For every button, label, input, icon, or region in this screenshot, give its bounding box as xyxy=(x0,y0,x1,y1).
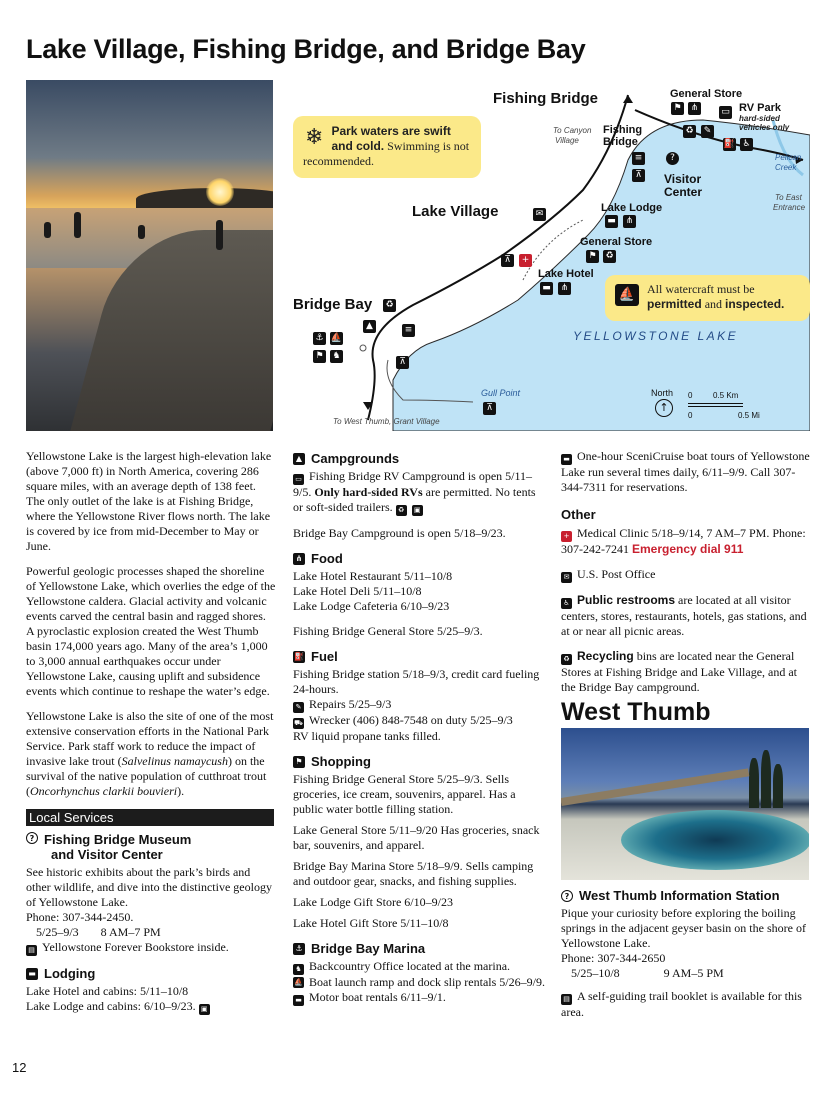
museum-hours: 5/25–9/3 8 AM–7 PM xyxy=(36,925,161,939)
food-heading: ⋔ Food xyxy=(293,551,546,566)
restroom-icon: ♿ xyxy=(740,138,753,151)
info-icon: ? xyxy=(26,832,38,844)
info-icon: ? xyxy=(561,890,573,902)
recycling-info: ♻ Recycling bins are located near the General Stores at Fishing Bridge and Lake Village, and at the Bridge Bay campground. xyxy=(561,649,798,694)
page-title: Lake Village, Fishing Bridge, and Bridge Bay xyxy=(26,34,586,64)
marina-heading: ⚓ Bridge Bay Marina xyxy=(293,941,546,956)
wt-info-heading: ? West Thumb Information Station xyxy=(561,888,811,903)
museum-bookstore: ▤ Yellowstone Forever Bookstore inside. xyxy=(26,940,276,956)
utensils-icon: ⋔ xyxy=(688,102,701,115)
marina-item: ▬ Motor boat rentals 6/11–9/1. xyxy=(293,990,546,1006)
medical-cross-icon: + xyxy=(561,531,572,542)
lodging-icon: ▬ xyxy=(605,215,618,228)
map-label-fishing-bridge: Fishing Bridge xyxy=(493,90,598,107)
picnic-icon: ⚑ xyxy=(671,102,684,115)
map-label-lake-village: Lake Village xyxy=(412,203,499,220)
picnic-table-icon: ⊼ xyxy=(632,169,645,182)
tow-truck-icon: ⛟ xyxy=(294,719,303,727)
local-services-heading: Local Services xyxy=(26,809,274,826)
food-item: Lake Lodge Cafeteria 6/10–9/23 xyxy=(293,599,450,613)
boat-icon: ▬ xyxy=(561,454,572,465)
tent-icon: ▲ xyxy=(363,320,376,333)
swim-warning-note: ❄ Park waters are swift and cold. Swimming is not recommended. xyxy=(293,116,481,178)
wt-hours: 5/25–10/8 9 AM–5 PM xyxy=(571,966,724,980)
map-label-rv-park: RV Park xyxy=(739,102,781,114)
map-label-bridge-bay: Bridge Bay xyxy=(293,296,373,313)
rv-icon: ▭ xyxy=(293,474,304,485)
lodging-icon: ▬ xyxy=(540,282,553,295)
map-label-gull-point: Gull Point xyxy=(481,388,521,398)
trail-booklet-icon: ▤ xyxy=(561,994,572,1005)
recycle-icon: ♻ xyxy=(683,125,696,138)
post-office: ✉ U.S. Post Office xyxy=(561,567,811,583)
motor-boat-icon: ▬ xyxy=(293,995,304,1006)
picnic-table-icon: ⊼ xyxy=(483,402,496,415)
conservation-paragraph: Yellowstone Lake is also the site of one of the most extensive conservation efforts in the National Park Service. Park staff work to reduce the impact of invasive lake trout (Salvelinus namaycush) on the survival of the native population of cutthroat trout (Oncorhynchus clarkii bouvieri). xyxy=(26,709,274,798)
shopping-heading: ⚑ Shopping xyxy=(293,754,546,769)
fuel-propane: RV liquid propane tanks filled. xyxy=(293,729,441,743)
shop-item: Lake Hotel Gift Store 5/11–10/8 xyxy=(293,916,449,930)
lodging-item: Lake Lodge and cabins: 6/10–9/23. ▣ xyxy=(26,999,276,1015)
marina-item: ⛵ Boat launch ramp and dock slip rentals 5/26–9/9. xyxy=(294,975,545,989)
picnic-icon: ⚑ xyxy=(313,350,326,363)
picnic-table-icon: ⊼ xyxy=(396,356,409,369)
column-2 xyxy=(293,449,546,1006)
amphitheater-icon: ≡ xyxy=(402,324,415,337)
west-thumb-heading: West Thumb xyxy=(561,698,711,726)
restrooms-info: ♿ Public restrooms are located at all visitor centers, stores, restaurants, hotels, gas stations, and at or near all picnic areas. xyxy=(561,593,807,638)
area-map: Fishing Bridge General Store ⚑ ⋔ RV Park hard-sided vehicles only ▭ ⛽ ♿ ♻ ✎ To Canyon Village Fishing Bridge Pelican Creek ≡ ⊼ ? Visitor Center To East Entrance Lake Village ✉ Lake Lodge ▬ ⋔ General Store ⚑ ♻ ⊼ + Lake Hotel ▬ ⋔ Bridge Bay ♻ ▲ ≡ ⚓ ⛵ ⚑ ♞ ⊼ YELLOWSTONE LAKE Gull Point ⊼ To West Thumb, Grant Village North ↑ 0 0.5 Km 0 0.5 Mi ❄ Park waters are swift and cold. Swimming is not recommended. ⛵ All watercraft must be permitted and inspected. xyxy=(283,80,810,431)
wt-booklet: ▤ A self-guiding trail booklet is available for this area. xyxy=(561,989,802,1019)
museum-heading: ? Fishing Bridge Museum and Visitor Center xyxy=(26,832,276,862)
scale-bar xyxy=(688,403,743,407)
boat-ramp-icon: ⛵ xyxy=(330,333,343,343)
fuel-wrecker: ⛟ Wrecker (406) 848-7548 on duty 5/25–9/3 xyxy=(294,713,513,727)
other-heading: Other xyxy=(561,507,596,522)
restroom-icon: ♿ xyxy=(561,598,572,609)
marina-item: ♞ Backcountry Office located at the marina. xyxy=(293,959,546,975)
fuel-repairs: ✎ Repairs 5/25–9/3 xyxy=(293,697,546,713)
envelope-icon: ✉ xyxy=(561,572,572,583)
recycle-icon: ♻ xyxy=(396,505,407,516)
shop-item: Lake Lodge Gift Store 6/10–9/23 xyxy=(293,895,453,909)
column-3 xyxy=(561,449,811,1020)
picnic-table-icon: ⊼ xyxy=(501,254,514,267)
shop-item: Lake General Store 5/11–9/20 Has groceries, snack bar, souvenirs, and apparel. xyxy=(293,823,540,852)
book-icon: ▤ xyxy=(26,945,37,956)
snowflake-icon: ❄ xyxy=(305,125,324,150)
kayak-icon: ⛵ xyxy=(615,284,639,306)
north-arrow-icon: ↑ xyxy=(655,399,673,417)
page-number: 12 xyxy=(12,1060,27,1075)
shopping-bag-icon: ⚑ xyxy=(293,756,305,768)
utensils-icon: ⋔ xyxy=(293,553,305,565)
boat-ramp-icon: ⛵ xyxy=(294,978,303,986)
tent-icon: ▲ xyxy=(293,453,305,465)
west-thumb-photo xyxy=(561,728,809,880)
lodging-heading: ▬ Lodging xyxy=(26,966,276,981)
watercraft-note: ⛵ All watercraft must be permitted and inspected. xyxy=(605,275,810,321)
map-label-lake-lodge: Lake Lodge xyxy=(601,202,663,214)
recycle-icon: ♻ xyxy=(383,299,396,312)
fuel-station: Fishing Bridge station 5/18–9/3, credit card fueling 24-hours. xyxy=(293,667,540,696)
recycle-icon: ♻ xyxy=(561,654,572,665)
lodging-item: Lake Hotel and cabins: 5/11–10/8 xyxy=(26,984,189,998)
map-label-lake-hotel: Lake Hotel xyxy=(538,268,594,280)
wrench-icon: ✎ xyxy=(293,702,304,713)
map-label-fishing-bridge-small: Fishing xyxy=(603,124,643,136)
geology-paragraph: Powerful geologic processes shaped the shoreline of Yellowstone Lake, which overlies the edge of the Yellowstone caldera. Glacial activity and volcanic events carved the central basin and ragged shores. A pyroclastic explosion created the West Thumb basin 174,000 years ago. Many of the area’s 1,000 to 3,000 annual earthquakes occur under Yellowstone Lake, causing uplift and subsidence events which continue to reshape the water’s edge. xyxy=(26,564,276,698)
recycle-icon: ♻ xyxy=(603,250,616,263)
hiker-icon: ♞ xyxy=(293,964,304,975)
shop-item: Fishing Bridge General Store 5/25–9/3. Sells groceries, ice cream, souvenirs, apparel. Has a public water bottle filling station. xyxy=(293,772,516,816)
amphitheater-icon: ≡ xyxy=(632,152,645,165)
food-item: Lake Hotel Restaurant 5/11–10/8 xyxy=(293,569,453,583)
rv-icon: ▭ xyxy=(719,106,732,119)
museum-description: See historic exhibits about the park’s birds and other wildlife, and dive into the distinctive geology of Yellowstone Lake. xyxy=(26,865,272,909)
bed-icon: ▬ xyxy=(26,968,38,980)
wt-phone: Phone: 307-344-2650 xyxy=(561,951,666,965)
lake-intro-paragraph: Yellowstone Lake is the largest high-elevation lake (above 7,000 ft) in North America, covering 286 square miles, with an average depth of 138 feet. The only outlet of the lake is at Fishing Bridge, where the Yellowstone River flows north. The lake is covered by ice from mid-December to May or June. xyxy=(26,449,272,553)
shop-item: Bridge Bay Marina Store 5/18–9/9. Sells camping and outdoor gear, snacks, and fishing supplies. xyxy=(293,859,534,888)
info-icon: ? xyxy=(666,152,679,165)
utensils-icon: ⋔ xyxy=(558,282,571,295)
ranger-icon: ♞ xyxy=(330,350,343,363)
map-label-general-store: General Store xyxy=(670,88,743,100)
post-office-icon: ✉ xyxy=(533,208,546,221)
fuel-heading: ⛽ Fuel xyxy=(294,649,338,664)
lake-sunset-photo xyxy=(26,80,273,431)
campground-fishing-bridge: ▭ Fishing Bridge RV Campground is open 5/11–9/5. Only hard-sided RVs are permitted. No tents or soft-sided trailers. ♻ ▣ xyxy=(293,469,536,514)
accessible-icon: ▣ xyxy=(412,505,423,516)
column-1 xyxy=(26,449,276,1015)
food-item: Lake Hotel Deli 5/11–10/8 xyxy=(293,584,422,598)
map-label-general-store-mid: General Store xyxy=(580,236,653,248)
medical-clinic: + Medical Clinic 5/18–9/14, 7 AM–7 PM. Phone: 307-242-7241 Emergency dial 911 xyxy=(561,526,806,556)
anchor-icon: ⚓ xyxy=(313,332,326,345)
map-label-visitor-center: Visitor xyxy=(664,172,702,186)
accessible-icon: ▣ xyxy=(199,1004,210,1015)
campgrounds-heading: ▲ Campgrounds xyxy=(293,451,546,466)
food-item: Fishing Bridge General Store 5/25–9/3. xyxy=(293,624,483,638)
utensils-icon: ⋔ xyxy=(623,215,636,228)
museum-phone: Phone: 307-344-2450. xyxy=(26,910,134,924)
anchor-icon: ⚓ xyxy=(293,943,305,955)
campground-bridge-bay: Bridge Bay Campground is open 5/18–9/23. xyxy=(293,526,506,540)
wt-description: Pique your curiosity before exploring the boiling springs in the adjacent geyser basin on the shore of Yellowstone Lake. xyxy=(561,906,806,950)
gas-pump-icon: ⛽ xyxy=(294,651,304,661)
gas-pump-icon: ⛽ xyxy=(723,139,736,149)
groceries-icon: ⚑ xyxy=(586,250,599,263)
medical-icon: + xyxy=(519,254,532,267)
wrench-icon: ✎ xyxy=(701,125,714,138)
cruise-paragraph: ▬ One-hour SceniCruise boat tours of Yellowstone Lake run several times daily, 6/11–9/9. Call 307-344-7311 for reservations. xyxy=(561,449,810,494)
map-north-label: North xyxy=(651,388,674,398)
map-label-yellowstone-lake: YELLOWSTONE LAKE xyxy=(573,329,739,343)
